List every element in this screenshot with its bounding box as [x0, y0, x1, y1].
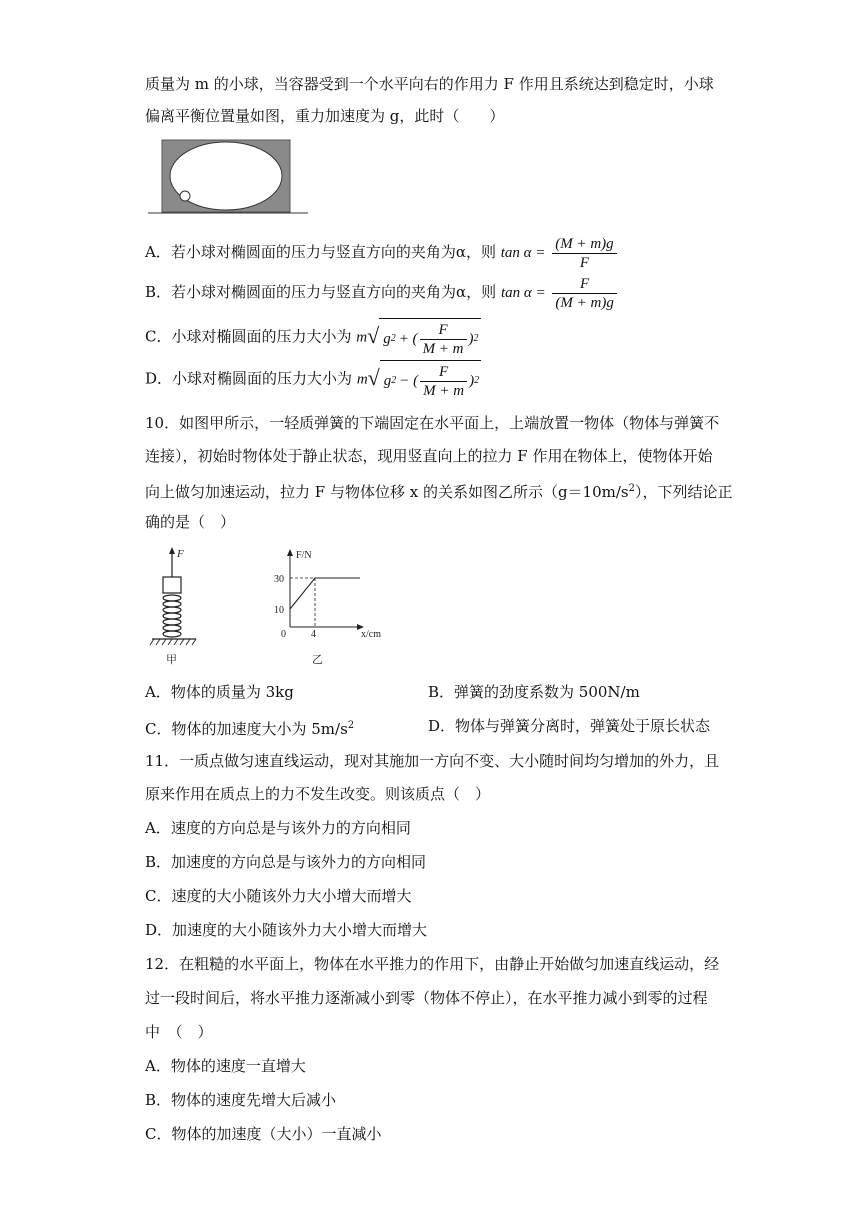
q9-option-c-denominator: M + m	[422, 340, 464, 357]
q9-option-d-close: )	[469, 373, 475, 389]
q11-option-d: D．加速度的大小随该外力大小增大而增大	[145, 921, 428, 939]
q10-option-a: A．物体的质量为 3kg	[145, 683, 294, 701]
q9-option-d-sign: − (	[399, 373, 419, 389]
force-f-label: F	[177, 548, 184, 560]
q9-option-d-g: g	[383, 373, 392, 389]
q9-option-c-numerator: F	[420, 321, 467, 340]
q9-option-b-lhs: tan α =	[500, 285, 546, 301]
force-displacement-graph	[268, 545, 398, 670]
q9-option-d-denominator: M + m	[423, 382, 465, 399]
graph-tick-10: 10	[274, 605, 284, 616]
q12-option-c: C．物体的加速度（大小）一直减小	[145, 1125, 382, 1143]
q12-option-a: A．物体的速度一直增大	[145, 1057, 306, 1075]
spring-block-figure	[140, 545, 220, 670]
q9-option-b-text: B．若小球对椭圆面的压力与竖直方向的夹角为α，则	[145, 283, 497, 301]
q9-option-c-g: g	[383, 331, 391, 347]
q9-option-c-sign: + (	[398, 331, 418, 347]
q9-option-a-text: A．若小球对椭圆面的压力与竖直方向的夹角为α，则	[145, 243, 496, 261]
figure-yi-label: 乙	[312, 653, 323, 666]
q10-option-c-exp: 2	[347, 720, 355, 731]
q11-line1: 11．一质点做匀速直线运动，现对其施加一方向不变、大小随时间均匀增加的外力，且	[145, 752, 720, 770]
q9-option-a-lhs: tan α =	[500, 245, 546, 261]
q12-line1: 12．在粗糙的水平面上，物体在水平推力的作用下，由静止开始做匀加速直线运动，经	[145, 955, 720, 973]
q9-option-b-denominator: (M + m)g	[555, 294, 614, 311]
q9-option-c-close: )	[468, 331, 474, 347]
q9-option-c-text: C．小球对椭圆面的压力大小为	[145, 327, 352, 346]
q10-option-b: B．弹簧的劲度系数为 500N/m	[428, 683, 640, 701]
q9-option-b-fraction	[552, 275, 616, 312]
q9-option-d-sqrt: √ g 2 − ( $\frac{F}{M + m}$ ) 2	[368, 358, 481, 401]
q9-option-a-denominator: F	[579, 254, 590, 271]
q9-option-b	[145, 272, 619, 313]
q9-option-d-fraction	[420, 363, 467, 400]
q10-option-c	[145, 716, 354, 739]
q12-line3: 中 （ ）	[145, 1023, 213, 1041]
q10-line4: 确的是（ ）	[145, 513, 236, 531]
q11-option-a: A．速度的方向总是与该外力的方向相同	[145, 819, 411, 837]
q9-option-c-g-exp: 2	[390, 333, 396, 344]
q10-line1: 10．如图甲所示，一轻质弹簧的下端固定在水平面上，上端放置一物体（物体与弹簧不	[145, 414, 720, 432]
q11-line2: 原来作用在质点上的力不发生改变。则该质点（ ）	[145, 785, 491, 803]
q12-option-b: B．物体的速度先增大后减小	[145, 1091, 337, 1109]
q11-option-b: B．加速度的方向总是与该外力的方向相同	[145, 853, 427, 871]
q9-option-a	[145, 232, 619, 273]
figure-jia-label: 甲	[166, 653, 177, 666]
q9-option-d-g-exp: 2	[391, 375, 397, 386]
q12-line2: 过一段时间后，将水平推力逐渐减小到零（物体不停止），在水平推力减小到零的过程	[145, 989, 708, 1007]
q9-option-b-numerator: F	[552, 275, 616, 294]
q10-line2: 连接），初始时物体处于静止状态，现用竖直向上的拉力 F 作用在物体上，使物体开始	[145, 447, 713, 465]
graph-x-axis-label: x/cm	[361, 629, 381, 640]
q9-option-a-numerator: (M + m)g	[552, 235, 616, 254]
graph-tick-4: 4	[311, 629, 316, 640]
ellipse-container-figure	[148, 138, 308, 216]
q9-option-c	[145, 316, 481, 359]
q9-line1: 质量为 m 的小球，当容器受到一个水平向右的作用力 F 作用且系统达到稳定时，小球	[145, 75, 714, 93]
q9-option-d-m: m	[356, 371, 368, 388]
q9-option-d-numerator: F	[420, 363, 467, 382]
q10-line3	[145, 479, 733, 502]
q9-option-d	[145, 358, 481, 401]
q10-line3-a: 向上做匀加速运动，拉力 F 与物体位移 x 的关系如图乙所示（g＝10m/s	[145, 483, 629, 501]
q11-option-c: C．速度的大小随该外力大小增大而增大	[145, 887, 412, 905]
graph-tick-30: 30	[274, 574, 284, 585]
q9-option-d-exp: 2	[474, 375, 480, 386]
q9-line2: 偏离平衡位置量如图，重力加速度为 g，此时（ ）	[145, 107, 505, 125]
q10-line3-exp: 2	[628, 483, 635, 494]
q9-option-c-fraction	[420, 321, 467, 358]
graph-y-axis-label: F/N	[296, 550, 312, 561]
q9-option-a-fraction	[552, 235, 616, 272]
graph-tick-0: 0	[281, 629, 286, 640]
q9-option-c-sqrt: √ g 2 + ( $\frac{F}{M + m}$ ) 2	[367, 316, 480, 359]
q9-option-c-exp: 2	[473, 333, 479, 344]
q9-option-c-m: m	[356, 329, 368, 346]
q10-option-d: D．物体与弹簧分离时，弹簧处于原长状态	[428, 717, 711, 735]
q10-option-c-text: C．物体的加速度大小为 5m/s	[145, 720, 348, 738]
q9-option-d-text: D．小球对椭圆面的压力大小为	[145, 369, 353, 388]
q10-line3-b: ），下列结论正	[634, 483, 733, 501]
